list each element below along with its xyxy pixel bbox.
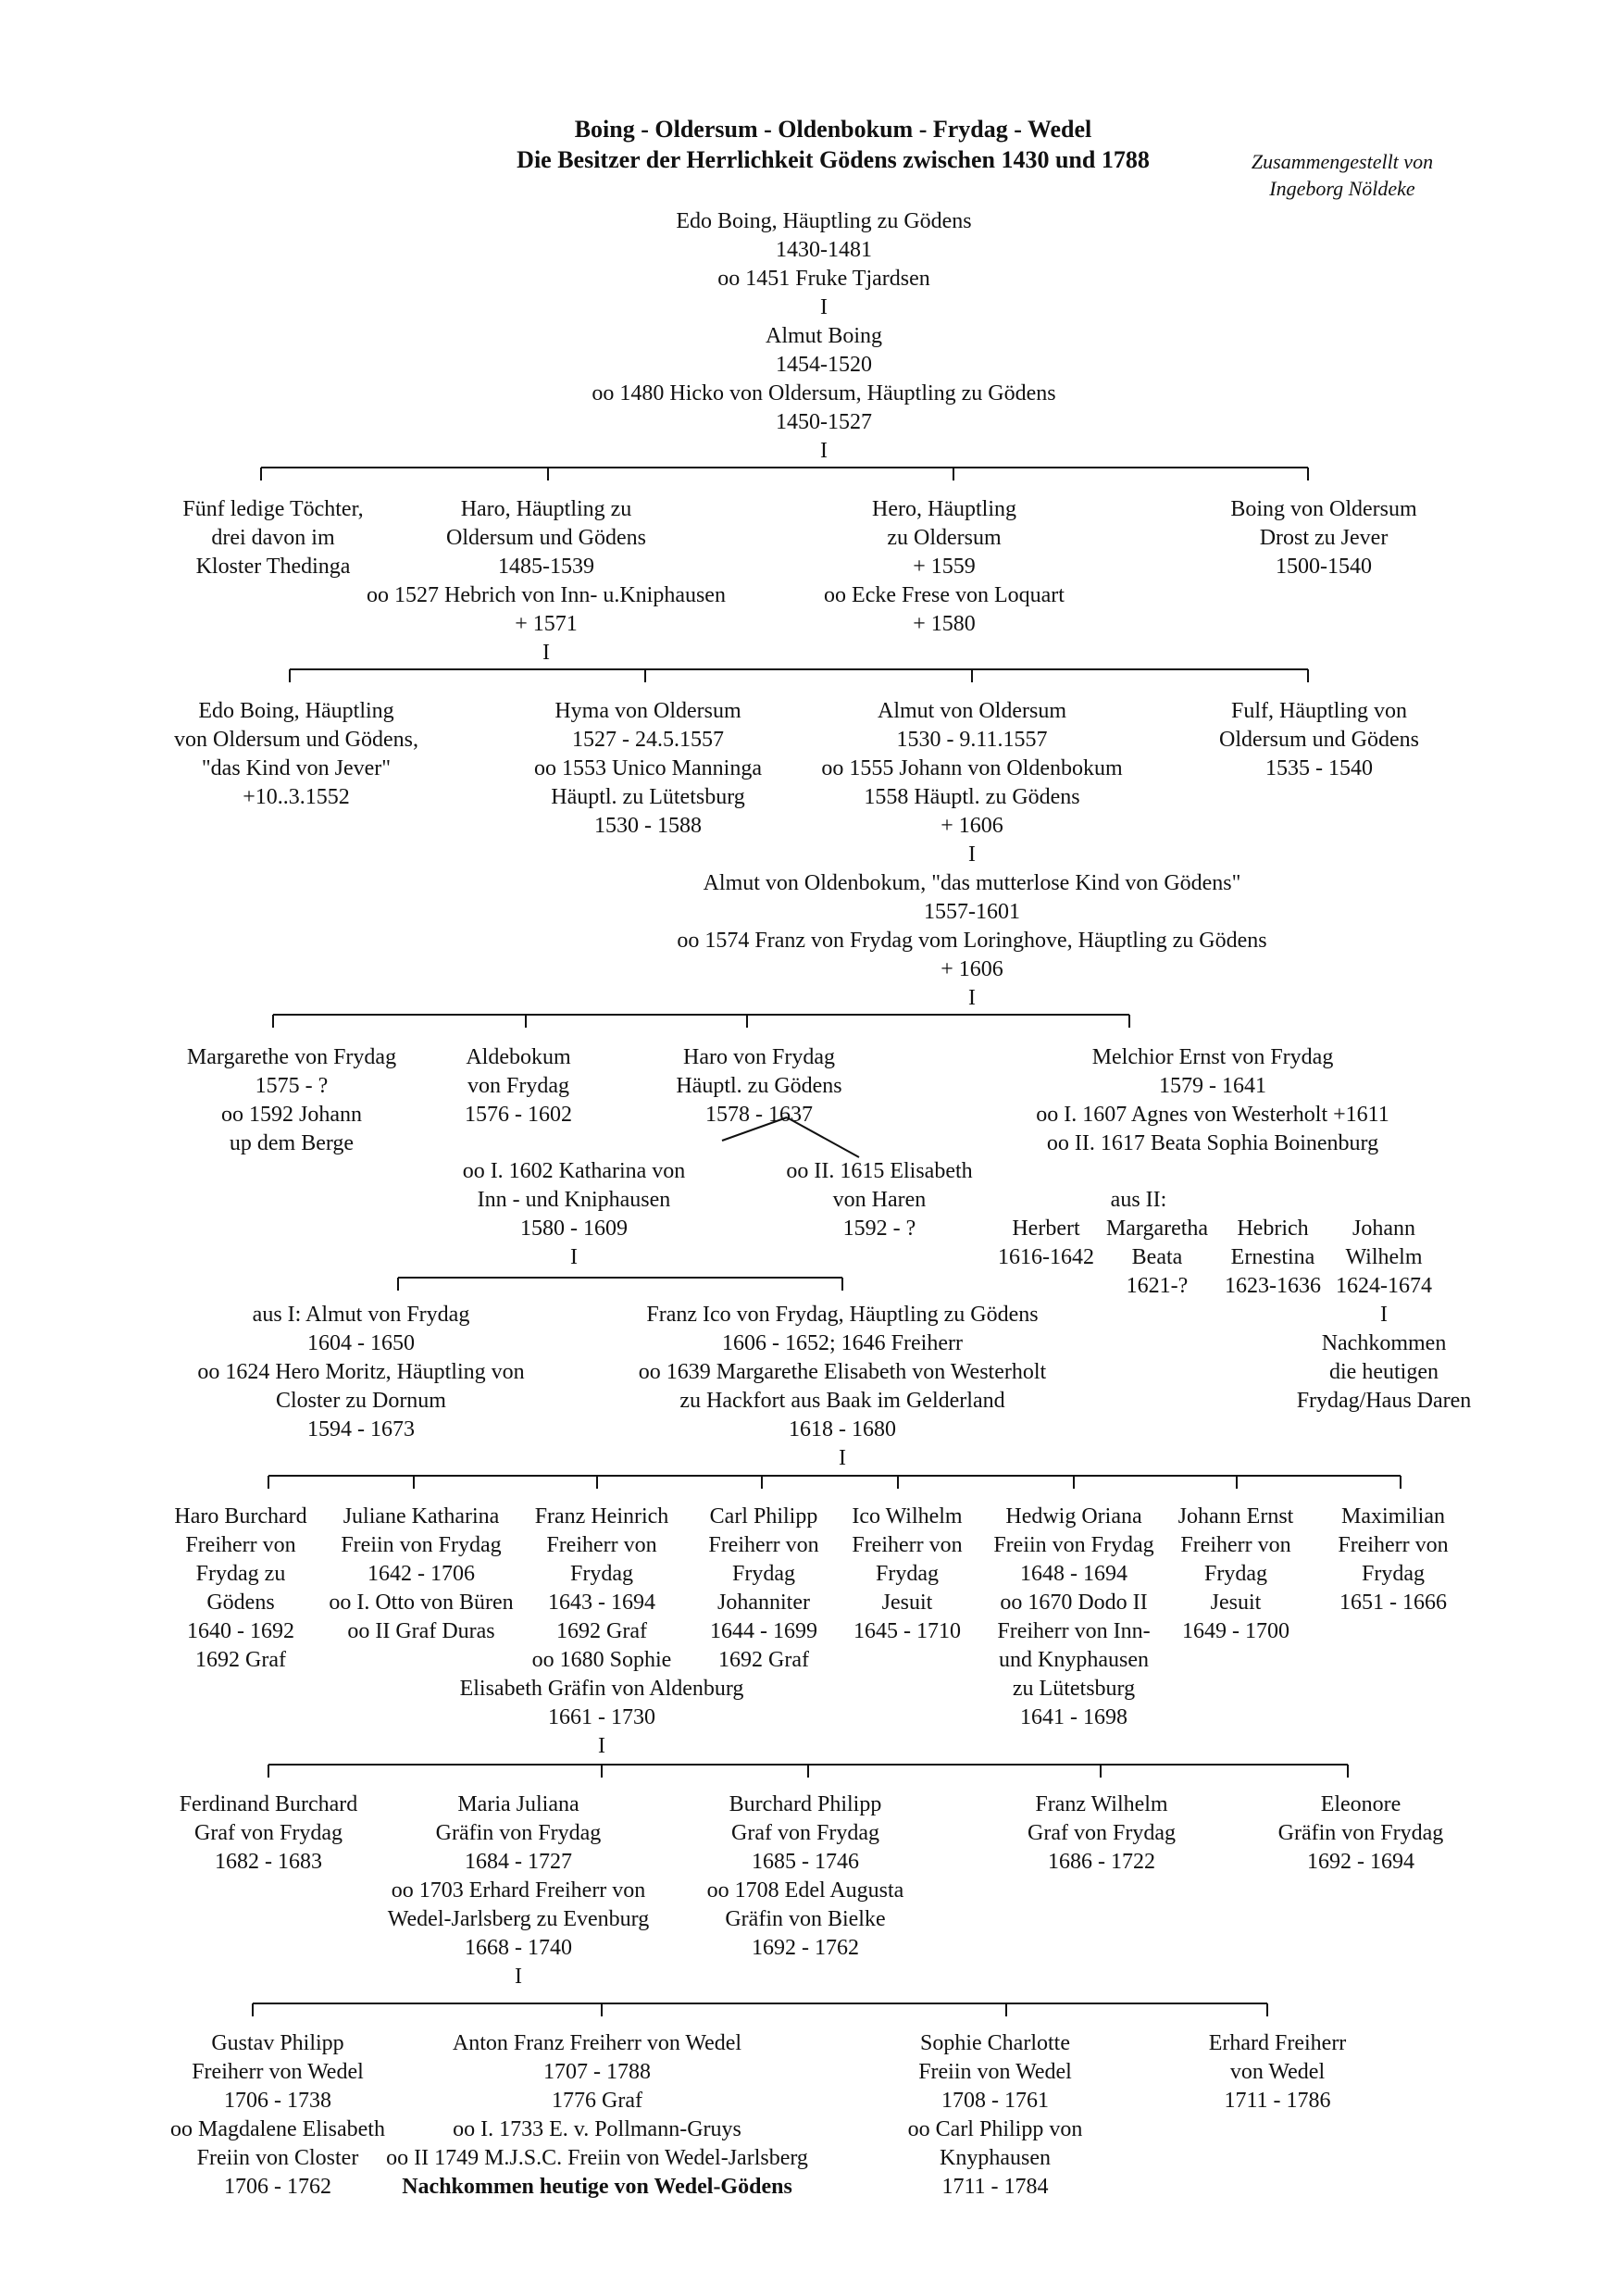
person-ico-wilhelm: Ico Wilhelm Freiherr von Frydag Jesuit 1645 - 1710 [852,1504,963,1643]
person-sophie-charlotte: Sophie Charlotte Freiin von Wedel 1708 - 1761 oo Carl Philipp von Knyphausen 1711 - 1784 [907,2031,1083,2199]
person-juliane-katharina: Juliane Katharina Freiin von Frydag 1642 - 1706 oo I. Otto von Büren oo II Graf Duras [329,1504,514,1643]
person-hebrich-ernestina: Hebrich Ernestina 1623-1636 [1225,1217,1321,1298]
person-franz-heinrich: Franz Heinrich Freiherr von Frydag 1643 - 1694 1692 Graf [534,1504,669,1643]
person-boing-oldersum: Boing von Oldersum Drost zu Jever 1500-1540 [1230,497,1417,579]
person-gustav-philipp: Gustav Philipp Freiherr von Wedel 1706 - 1738 oo Magdalene Elisabeth Freiin von Closter 1706 - 1762 [170,2031,385,2199]
person-hedwig-oriana: Hedwig Oriana Freiin von Frydag 1648 - 1694 oo 1670 Dodo II Freiherr von Inn- und Knyphausen zu Lütetsburg 1641 - 1698 [993,1504,1154,1729]
person-johann-wilhelm: Johann Wilhelm 1624-1674 I Nachkommen die heutigen Frydag/Haus Daren [1296,1217,1472,1413]
person-almut-frydag: aus I: Almut von Frydag 1604 - 1650 oo 1624 Hero Moritz, Häuptling von Closter zu Dornum 1594 - 1673 [197,1303,525,1441]
person-elisabeth-haren: oo II. 1615 Elisabeth von Haren 1592 - ? [786,1159,973,1241]
person-fuenf-toechter: Fünf ledige Töchter, drei davon im Kloster Thedinga [182,497,364,579]
person-hero-oldersum: Hero, Häuptling zu Oldersum + 1559 oo Ecke Frese von Loquart + 1580 [824,497,1065,636]
author-credit: Zusammengestellt von Ingeborg Nöldeke [1251,150,1434,200]
person-almut-boing: Almut Boing 1454-1520 oo 1480 Hicko von Oldersum, Häuptling zu Gödens 1450-1527 I [592,324,1056,463]
person-margaretha-beata: Margaretha Beata 1621-? [1105,1217,1209,1298]
person-haro-frydag: Haro von Frydag Häuptl. zu Gödens 1578 - 1637 [676,1045,842,1127]
person-aldebokum-frydag: Aldebokum von Frydag 1576 - 1602 [465,1045,572,1127]
person-burchard-philipp: Burchard Philipp Graf von Frydag 1685 - 1746 oo 1708 Edel Augusta Gräfin von Bielke 1692 - 1762 [706,1792,904,1960]
person-katharina-kniphausen: oo I. 1602 Katharina von Inn - und Kniphausen 1580 - 1609 I [462,1159,686,1269]
person-ferdinand-burchard: Ferdinand Burchard Graf von Frydag 1682 - 1683 [179,1792,358,1874]
person-eleonore: Eleonore Gräfin von Frydag 1692 - 1694 [1277,1792,1444,1874]
person-almut-oldenbokum: Almut von Oldenbokum, "das mutterlose Kind von Gödens" 1557-1601 oo 1574 Franz von Frydag vom Loringhove, Häuptling zu Gödens + 1606 I [677,871,1267,1010]
person-franz-ico-frydag: Franz Ico von Frydag, Häuptling zu Gödens 1606 - 1652; 1646 Freiherr oo 1639 Margarethe Elisabeth von Westerholt zu Hackfort aus Baak im Gelderland 1618 - 1680 I [638,1303,1047,1470]
person-maria-juliana: Maria Juliana Gräfin von Frydag 1684 - 1727 oo 1703 Erhard Freiherr von Wedel-Jarlsberg zu Evenburg 1668 - 1740 I [387,1792,650,1989]
page-title: Boing - Oldersum - Oldenbokum - Frydag - Wedel [574,116,1092,143]
person-margarethe-frydag: Margarethe von Frydag 1575 - ? oo 1592 Johann up dem Berge [186,1045,397,1155]
person-haro-oldersum: Haro, Häuptling zu Oldersum und Gödens 1485-1539 oo 1527 Hebrich von Inn- u.Kniphausen + 1571 I [367,497,726,665]
person-johann-ernst: Johann Ernst Freiherr von Frydag Jesuit 1649 - 1700 [1177,1504,1294,1643]
person-edo-boing: Edo Boing, Häuptling zu Gödens 1430-1481 oo 1451 Fruke Tjardsen I [676,209,972,319]
person-hyma-oldersum: Hyma von Oldersum 1527 - 24.5.1557 oo 1553 Unico Manninga Häuptl. zu Lütetsburg 1530 - 1588 [534,699,762,838]
person-anton-franz: Anton Franz Freiherr von Wedel 1707 - 1788 1776 Graf oo I. 1733 E. v. Pollmann-Gruys oo II 1749 M.J.S.C. Freiin von Wedel-Jarlsberg Nachkommen heutige von Wedel-Gödens [370,2029,824,2202]
page-subtitle: Die Besitzer der Herrlichkeit Gödens zwischen 1430 und 1788 [517,146,1150,173]
person-melchior-frydag: Melchior Ernst von Frydag 1579 - 1641 oo I. 1607 Agnes von Westerholt +1611 oo II. 1617 Beata Sophia Boinenburg [1036,1045,1389,1155]
person-erhard-freiherr: Erhard Freiherr von Wedel 1711 - 1786 [1208,2031,1347,2113]
person-fulf-oldersum: Fulf, Häuptling von Oldersum und Gödens 1535 - 1540 [1219,699,1419,780]
person-carl-philipp: Carl Philipp Freiherr von Frydag Johanniter 1644 - 1699 1692 Graf [708,1504,819,1672]
person-franz-wilhelm: Franz Wilhelm Graf von Frydag 1686 - 1722 [1028,1792,1176,1874]
person-almut-oldersum: Almut von Oldersum 1530 - 9.11.1557 oo 1555 Johann von Oldenbokum 1558 Häuptl. zu Gödens + 1606 I [821,699,1123,867]
person-edo-boing-jever: Edo Boing, Häuptling von Oldersum und Gödens, "das Kind von Jever" +10..3.1552 [174,699,418,809]
aus-ii-label: aus II: [1110,1188,1167,1212]
person-sophie-aldenburg: oo 1680 Sophie Elisabeth Gräfin von Aldenburg 1661 - 1730 I [459,1648,744,1758]
descendants-note: Nachkommen heutige von Wedel-Gödens [402,2175,792,2199]
person-maximilian: Maximilian Freiherr von Frydag 1651 - 1666 [1338,1504,1449,1615]
person-herbert: Herbert 1616-1642 [998,1217,1094,1269]
person-haro-burchard: Haro Burchard Freiherr von Frydag zu Gödens 1640 - 1692 1692 Graf [174,1504,307,1672]
